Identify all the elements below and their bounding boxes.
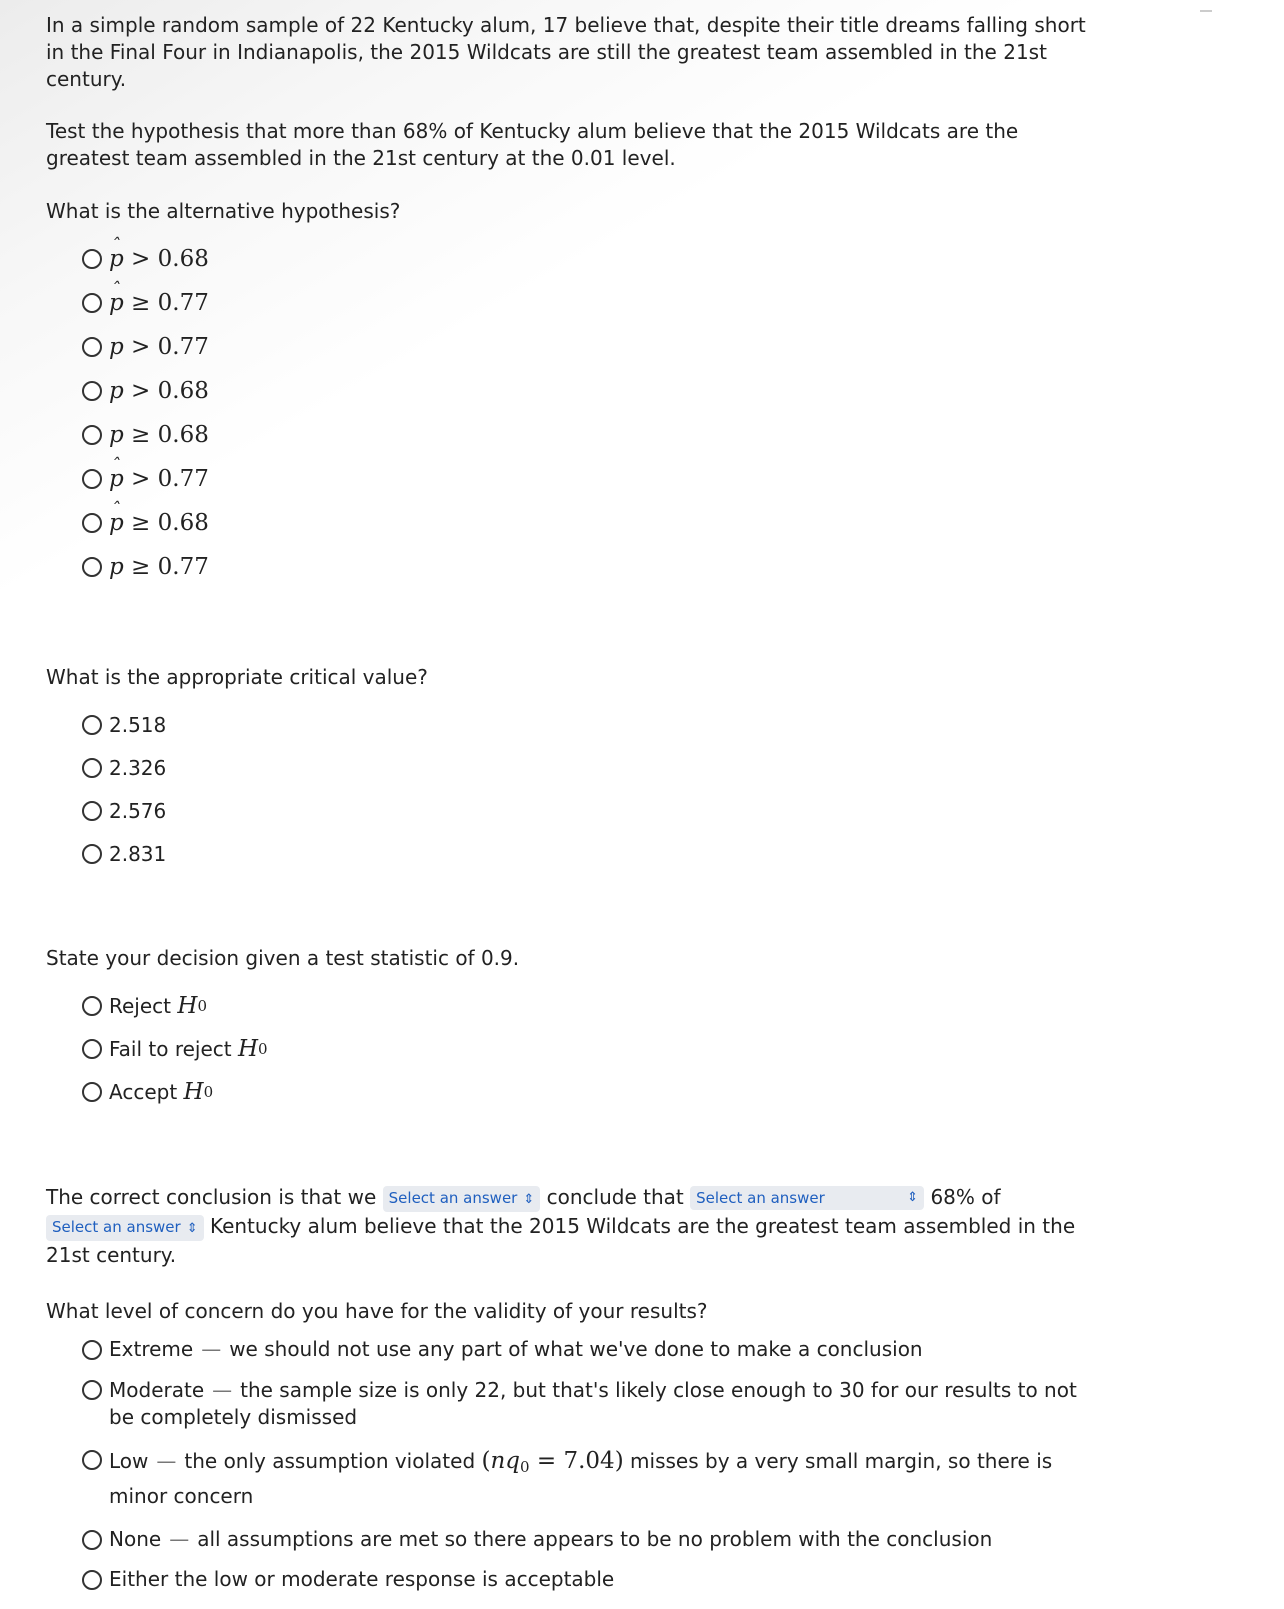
operator: >: [131, 466, 151, 492]
select-label: Select an answer: [696, 1189, 825, 1207]
decision-option-accept[interactable]: [82, 1070, 1106, 1113]
option-text: Extreme — we should not use any part of what we've done to make a conclusion: [109, 1337, 923, 1361]
alt-hypothesis-option[interactable]: [82, 325, 1106, 369]
concern-option-either[interactable]: [82, 1559, 1106, 1599]
math-value: = 7.04: [529, 1448, 615, 1474]
critical-value-option[interactable]: [82, 746, 1106, 789]
operator: ≥: [131, 422, 151, 448]
question-page: [46, 12, 1106, 1599]
p-symbol: p: [109, 378, 124, 404]
chevron-updown-icon: ⇕: [907, 1190, 919, 1205]
value: 0.68: [157, 246, 209, 272]
radio-button[interactable]: [82, 1450, 102, 1470]
option-text: Low — the only assumption violated $(nq_0 = 7.04)$ misses by a very small margin, so there is minor concern: [109, 1448, 1053, 1508]
h-subscript: 0: [203, 1082, 214, 1101]
operator: ≥: [131, 510, 151, 536]
operator: ≥: [131, 554, 151, 580]
p-hat-symbol: p ˆ: [109, 466, 124, 492]
critical-value-option[interactable]: [82, 789, 1106, 832]
concern-option-none[interactable]: [82, 1519, 1106, 1559]
option-label: Moderate: [109, 1378, 205, 1402]
radio-button[interactable]: [82, 1530, 102, 1550]
radio-button[interactable]: [82, 513, 102, 533]
alt-hypothesis-option[interactable]: [82, 369, 1106, 413]
p-symbol: p: [109, 422, 124, 448]
concern-options: [82, 1329, 1106, 1599]
problem-statement: In a simple random sample of 22 Kentucky alum, 17 believe that, despite their title dreams falling short in the Final Four in Indianapolis, the 2015 Wildcats are still the greatest team assembled in the 21st century.: [46, 13, 1086, 91]
radio-button[interactable]: [82, 1039, 102, 1059]
p-symbol: p: [109, 334, 124, 360]
select-label: Select an answer: [52, 1218, 181, 1236]
alt-hypothesis-option[interactable]: [82, 545, 1106, 589]
conclusion-text-2: conclude that: [546, 1185, 684, 1209]
option-label: Either the low or moderate response is acceptable: [109, 1567, 615, 1591]
chevron-updown-icon: ⇕: [186, 1221, 198, 1236]
concern-question: What level of concern do you have for the validity of your results?: [46, 1299, 708, 1323]
radio-button[interactable]: [82, 996, 102, 1016]
decision-question: State your decision given a test statistic of 0.9.: [46, 946, 520, 970]
p-symbol: p: [109, 554, 124, 580]
select-label: Select an answer: [388, 1189, 518, 1207]
h-subscript: 0: [258, 1039, 268, 1058]
chevron-updown-icon: ⇕: [523, 1192, 535, 1207]
option-label: 2.518: [109, 712, 167, 737]
p-hat-symbol: p ˆ: [109, 290, 124, 316]
radio-button[interactable]: [82, 715, 102, 735]
option-label: Fail to reject: [109, 1036, 232, 1061]
concern-option-extreme[interactable]: [82, 1329, 1106, 1369]
option-description: the only assumption violated: [184, 1449, 476, 1473]
value: 0.68: [157, 378, 209, 404]
decision-options: [82, 984, 1106, 1113]
operator: >: [131, 246, 151, 272]
option-description: all assumptions are met so there appears to be no problem with the conclusion: [197, 1527, 993, 1551]
option-description: misses by a very small margin, so there is minor concern: [109, 1449, 1053, 1508]
alt-hypothesis-option[interactable]: [82, 237, 1106, 281]
radio-button[interactable]: [82, 1082, 102, 1102]
option-label: 2.326: [109, 755, 167, 780]
value: 0.77: [157, 334, 209, 360]
radio-button[interactable]: [82, 1380, 102, 1400]
math-expression: $(nq_0 = 7.04)$: [481, 1448, 624, 1476]
decision-option-reject[interactable]: [82, 984, 1106, 1027]
operator: >: [131, 334, 151, 360]
radio-button[interactable]: [82, 249, 102, 269]
conclusion-select-2[interactable]: [690, 1186, 924, 1210]
radio-button[interactable]: [82, 293, 102, 313]
critical-value-option[interactable]: [82, 703, 1106, 746]
alt-hypothesis-option[interactable]: [82, 281, 1106, 325]
conclusion-select-1[interactable]: [383, 1186, 541, 1212]
h-symbol: H: [183, 1078, 204, 1105]
option-description: we should not use any part of what we've done to make a conclusion: [229, 1337, 923, 1361]
concern-option-low[interactable]: [82, 1439, 1106, 1519]
alt-hypothesis-option[interactable]: [82, 501, 1106, 545]
critical-value-option[interactable]: [82, 832, 1106, 875]
alt-hypothesis-option[interactable]: [82, 457, 1106, 501]
radio-button[interactable]: [82, 844, 102, 864]
critical-value-question: What is the appropriate critical value?: [46, 665, 428, 689]
option-label: Low: [109, 1449, 149, 1473]
hypothesis-instruction: Test the hypothesis that more than 68% of Kentucky alum believe that the 2015 Wildcats are the greatest team assembled in the 21st century at the 0.01 level.: [46, 119, 1019, 170]
option-label: None: [109, 1527, 162, 1551]
math-subscript: 0: [520, 1458, 530, 1476]
operator: ≥: [131, 290, 151, 316]
value: 0.77: [157, 554, 209, 580]
value: 0.77: [157, 290, 209, 316]
value: 0.77: [157, 466, 209, 492]
radio-button[interactable]: [82, 1340, 102, 1360]
conclusion-select-3[interactable]: [46, 1215, 204, 1241]
option-label: 2.576: [109, 798, 167, 823]
operator: >: [131, 378, 151, 404]
math-var: nq: [490, 1448, 521, 1474]
radio-button[interactable]: [82, 337, 102, 357]
value: 0.68: [157, 510, 209, 536]
option-text: None — all assumptions are met so there appears to be no problem with the conclusion: [109, 1527, 993, 1551]
alt-hypothesis-option[interactable]: [82, 413, 1106, 457]
conclusion-text-3: 68% of: [930, 1185, 1001, 1209]
decision-option-fail-to-reject[interactable]: [82, 1027, 1106, 1070]
radio-button[interactable]: [82, 758, 102, 778]
radio-button[interactable]: [82, 801, 102, 821]
h-symbol: H: [237, 1035, 259, 1062]
option-text: Moderate — the sample size is only 22, but that's likely close enough to 30 for our results to not be completely dismissed: [109, 1378, 1077, 1429]
conclusion-text-1: The correct conclusion is that we: [46, 1185, 377, 1209]
option-label: Extreme: [109, 1337, 194, 1361]
radio-button[interactable]: [82, 1570, 102, 1590]
p-hat-symbol: p ˆ: [109, 246, 124, 272]
radio-button[interactable]: [82, 469, 102, 489]
radio-button[interactable]: [82, 381, 102, 401]
conclusion-text-4: Kentucky alum believe that the 2015 Wildcats are the greatest team assembled in the 21st century.: [46, 1214, 1076, 1267]
concern-option-moderate[interactable]: [82, 1369, 1106, 1439]
p-hat-symbol: p ˆ: [109, 510, 124, 536]
option-label: Accept: [109, 1079, 178, 1104]
value: 0.68: [157, 422, 209, 448]
h-symbol: H: [177, 992, 198, 1019]
critical-value-options: [82, 703, 1106, 875]
alt-hypothesis-options: [82, 237, 1106, 589]
radio-button[interactable]: [82, 425, 102, 445]
option-description: the sample size is only 22, but that's likely close enough to 30 for our results to not be completely dismissed: [109, 1378, 1077, 1429]
option-label: 2.831: [109, 841, 167, 866]
radio-button[interactable]: [82, 557, 102, 577]
alt-hypothesis-question: What is the alternative hypothesis?: [46, 199, 401, 223]
option-label: Reject: [109, 993, 172, 1018]
scrollbar-mark: [1200, 10, 1212, 12]
h-subscript: 0: [197, 996, 207, 1015]
conclusion-sentence: [46, 1183, 1106, 1270]
